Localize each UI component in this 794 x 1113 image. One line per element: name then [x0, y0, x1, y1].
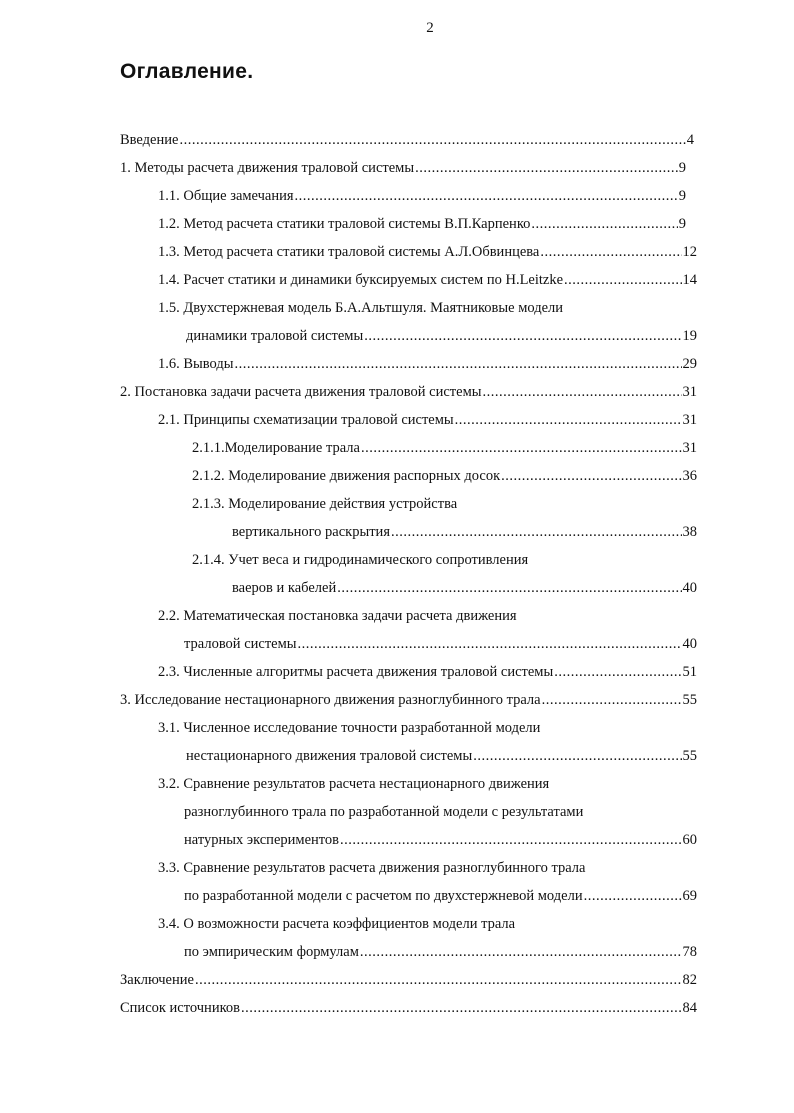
page-title: Оглавление.: [120, 60, 254, 83]
toc-entry-title: 2.1.3. Моделирование действия устройства: [192, 496, 458, 512]
toc-row: [158, 210, 686, 238]
toc-row: [158, 266, 697, 294]
toc-row: [158, 854, 697, 882]
toc-row: [184, 938, 697, 966]
toc-row: [120, 686, 697, 714]
toc-page-number: 69: [682, 888, 697, 904]
toc-row: [158, 910, 697, 938]
leader-dots: [235, 350, 682, 378]
leader-dots: [340, 826, 681, 854]
toc-entry-title: 2.1.4. Учет веса и гидродинамического сопротивления: [192, 552, 529, 568]
toc-page-number: 19: [682, 328, 697, 344]
toc-row: [184, 882, 697, 910]
leader-dots: [298, 630, 682, 658]
toc-page-number: 12: [682, 244, 697, 260]
toc-row: [120, 154, 686, 182]
toc-row: [158, 238, 697, 266]
toc-entry-title: 2.1.2. Моделирование движения распорных досок: [192, 468, 501, 484]
toc-row: [120, 126, 694, 154]
toc-page-number: 9: [678, 216, 686, 232]
toc-row: [158, 602, 697, 630]
toc-row: [120, 994, 697, 1022]
toc-entry-title: траловой системы: [184, 636, 297, 652]
leader-dots: [564, 266, 681, 294]
toc-entry-title: нестационарного движения траловой системы: [186, 748, 473, 764]
toc-entry-title: 3.4. О возможности расчета коэффициентов модели трала: [158, 916, 516, 932]
toc-entry-title: натурных экспериментов: [184, 832, 340, 848]
toc-row: [186, 322, 697, 350]
toc-page-number: 55: [682, 692, 697, 708]
toc-entry-title: 2. Постановка задачи расчета движения траловой системы: [120, 384, 482, 400]
toc-row: [232, 518, 697, 546]
toc-row: [184, 630, 697, 658]
toc-entry-title: 3.3. Сравнение результатов расчета движения разноглубинного трала: [158, 860, 586, 876]
toc-page-number: 78: [682, 944, 697, 960]
toc-row: [192, 434, 697, 462]
leader-dots: [364, 322, 681, 350]
toc-row: [158, 714, 697, 742]
leader-dots: [483, 378, 682, 406]
toc-page-number: 84: [682, 1000, 697, 1016]
toc-entry-title: по эмпирическим формулам: [184, 944, 359, 960]
toc-entry-title: 3.2. Сравнение результатов расчета нестационарного движения: [158, 776, 550, 792]
toc-row: [184, 826, 697, 854]
leader-dots: [455, 406, 682, 434]
leader-dots: [584, 882, 682, 910]
toc-row: [232, 574, 697, 602]
leader-dots: [554, 658, 681, 686]
toc-entry-title: 1.5. Двухстержневая модель Б.А.Альтшуля. Маятниковые модели: [158, 300, 564, 316]
leader-dots: [542, 686, 682, 714]
toc-entry-title: 2.3. Численные алгоритмы расчета движения траловой системы: [158, 664, 554, 680]
leader-dots: [179, 126, 685, 154]
toc-page-number: 55: [682, 748, 697, 764]
leader-dots: [391, 518, 682, 546]
toc-entry-title: 1.2. Метод расчета статики траловой системы В.П.Карпенко: [158, 216, 531, 232]
toc-row: [192, 490, 697, 518]
toc-page-number: 9: [678, 160, 686, 176]
toc-entry-title: 2.1.1.Моделирование трала: [192, 440, 360, 456]
toc-entry-title: Заключение: [120, 972, 194, 988]
toc-row: [158, 294, 686, 322]
toc-page-number: 51: [682, 664, 697, 680]
toc-page-number: 31: [682, 384, 697, 400]
toc-entry-title: 1. Методы расчета движения траловой системы: [120, 160, 415, 176]
toc-page-number: 31: [682, 440, 697, 456]
toc-row: [184, 798, 697, 826]
toc-page-number: 4: [686, 132, 694, 148]
toc-page-number: 38: [682, 524, 697, 540]
toc-row: [158, 182, 686, 210]
toc-entry-title: по разработанной модели с расчетом по двухстержневой модели: [184, 888, 583, 904]
leader-dots: [295, 182, 678, 210]
toc-row: [120, 966, 697, 994]
toc-row: [158, 658, 697, 686]
toc-page-number: 31: [682, 412, 697, 428]
leader-dots: [501, 462, 681, 490]
toc-page-number: 60: [682, 832, 697, 848]
toc-page-number: 14: [682, 272, 697, 288]
leader-dots: [241, 994, 682, 1022]
toc-page-number: 9: [678, 188, 686, 204]
toc-entry-title: 3. Исследование нестационарного движения разноглубинного трала: [120, 692, 541, 708]
toc-entry-title: динамики траловой системы: [186, 328, 364, 344]
toc-entry-title: 2.2. Математическая постановка задачи расчета движения: [158, 608, 517, 624]
leader-dots: [361, 434, 682, 462]
toc-page-number: 29: [682, 356, 697, 372]
leader-dots: [195, 966, 682, 994]
toc-row: [192, 462, 697, 490]
toc-entry-title: 1.1. Общие замечания: [158, 188, 294, 204]
toc-entry-title: Введение: [120, 132, 179, 148]
toc-entry-title: разноглубинного трала по разработанной модели с результатами: [184, 804, 584, 820]
toc-page-number: 82: [682, 972, 697, 988]
leader-dots: [415, 154, 678, 182]
leader-dots: [531, 210, 677, 238]
toc-row: [158, 350, 697, 378]
leader-dots: [337, 574, 681, 602]
leader-dots: [360, 938, 682, 966]
page-number: 2: [426, 20, 434, 36]
leader-dots: [473, 742, 681, 770]
toc-row: [158, 770, 697, 798]
toc-entry-title: 2.1. Принципы схематизации траловой системы: [158, 412, 454, 428]
toc-row: [192, 546, 697, 574]
toc-page-number: 40: [682, 636, 697, 652]
toc-entry-title: 3.1. Численное исследование точности разработанной модели: [158, 720, 541, 736]
toc-row: [120, 378, 697, 406]
leader-dots: [540, 238, 681, 266]
toc-entry-title: ваеров и кабелей: [232, 580, 337, 596]
toc-page-number: 40: [682, 580, 697, 596]
toc-entry-title: 1.6. Выводы: [158, 356, 234, 372]
toc-page-number: 36: [682, 468, 697, 484]
toc-entry-title: вертикального раскрытия: [232, 524, 390, 540]
toc-row: [186, 742, 697, 770]
toc-entry-title: 1.3. Метод расчета статики траловой системы А.Л.Обвинцева: [158, 244, 540, 260]
toc-entry-title: 1.4. Расчет статики и динамики буксируемых систем по H.Leitzke: [158, 272, 564, 288]
toc-entry-title: Список источников: [120, 1000, 240, 1016]
toc-row: [158, 406, 697, 434]
